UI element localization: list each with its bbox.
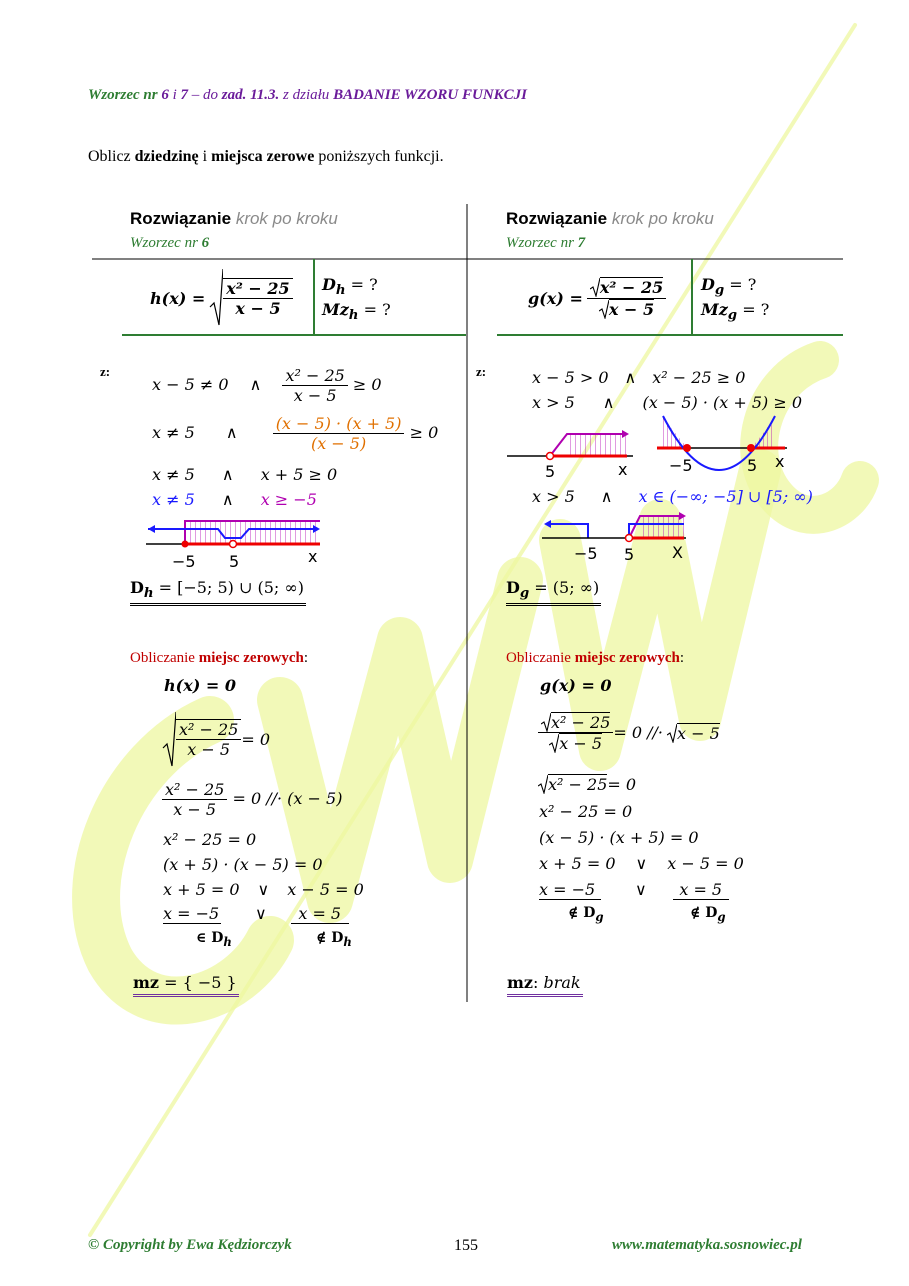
right-g2-point-5 — [747, 444, 755, 452]
right-z1 — [538, 712, 720, 753]
left-domain-label: D — [130, 578, 144, 597]
right-fn-sqrt-den-icon — [599, 299, 609, 319]
right-z2 — [538, 774, 636, 794]
right-z1r: = 0 //· — [613, 723, 663, 743]
left-tick-5: 5 — [229, 552, 240, 571]
left-z6a: x = −5 — [163, 904, 220, 923]
right-g2-x: x — [775, 452, 785, 471]
task-domain: dziedzinę — [134, 148, 199, 165]
right-line-2 — [532, 393, 802, 412]
right-z7c — [690, 905, 726, 924]
left-z0: h(x) = 0 — [164, 676, 236, 695]
right-pattern-label: Wzorzec nr — [506, 235, 578, 251]
right-z5b: ∨ — [635, 854, 648, 873]
left-mz — [322, 300, 391, 323]
footer-page-number: 155 — [454, 1237, 478, 1254]
left-z1-sqrt-icon — [162, 710, 176, 768]
right-number-line-1 — [505, 428, 645, 480]
right-domain-sub: g — [519, 585, 530, 602]
right-pattern-number: 7 — [577, 235, 586, 251]
left-dh-q: = ? — [345, 275, 378, 294]
left-fn-name: h(x) = — [150, 288, 206, 308]
right-title-sub: krok po kroku — [607, 209, 714, 228]
left-z1num: x² − 25 — [176, 720, 241, 740]
left-z2den: x − 5 — [173, 800, 217, 820]
left-z7c — [316, 930, 352, 949]
right-mz-q: = ? — [737, 300, 770, 319]
right-dg-q: = ? — [724, 275, 757, 294]
right-zeros-a: Obliczanie — [506, 650, 575, 666]
right-l3b: ∧ — [600, 487, 613, 506]
header-pattern-7: 7 — [180, 87, 189, 103]
right-z6b: ∨ — [635, 880, 647, 899]
header-to: – do — [188, 87, 222, 103]
left-mz-q: = ? — [358, 300, 391, 319]
right-mz-res-value: brak — [543, 973, 581, 992]
right-l1c: x² − 25 ≥ 0 — [652, 368, 746, 387]
left-title — [130, 209, 338, 229]
right-g1-tick-5: 5 — [545, 462, 556, 480]
left-domain-sub: h — [143, 585, 154, 602]
left-zeros-a: Obliczanie — [130, 650, 199, 666]
left-l2a: x ≠ 5 — [152, 423, 195, 443]
left-zeros-b: miejsc zerowych — [198, 650, 304, 666]
right-fn-num: x² − 25 — [599, 278, 664, 298]
left-pattern — [130, 235, 209, 252]
left-mz-result — [133, 973, 239, 997]
left-zeros-heading — [130, 650, 308, 667]
right-z-label: z: — [476, 364, 487, 379]
left-domain — [130, 578, 306, 606]
left-z5c: x − 5 = 0 — [287, 880, 364, 899]
right-z4: (x − 5) · (x + 5) = 0 — [539, 828, 699, 847]
header-and: i — [168, 87, 181, 103]
left-line-3 — [152, 465, 337, 484]
right-z5c: x − 5 = 0 — [667, 854, 744, 873]
left-domain-value: = [−5; 5) ∪ (5; ∞) — [153, 578, 304, 597]
left-point-m5 — [182, 541, 189, 548]
left-line-2 — [152, 414, 438, 453]
header-section-prefix: z działu — [279, 87, 334, 103]
left-l3b: ∧ — [221, 465, 234, 484]
left-z7c-text: ∉ D — [316, 930, 344, 946]
left-pattern-label: Wzorzec nr — [130, 235, 202, 251]
right-domain-value: = (5; ∞) — [529, 578, 600, 597]
right-g3-point-5 — [626, 535, 633, 542]
left-mz-res-value: = { −5 } — [159, 973, 237, 992]
left-z2num: x² − 25 — [162, 780, 227, 800]
right-g1-x: x — [618, 460, 628, 479]
left-z1r: = 0 — [241, 729, 271, 749]
right-z7a-sub: g — [595, 909, 604, 924]
header-pattern-label: Wzorzec nr — [88, 87, 162, 103]
sqrt-icon — [209, 267, 223, 329]
header-section: BADANIE WZORU FUNKCJI — [333, 87, 528, 103]
right-title-main: Rozwiązanie — [506, 209, 608, 228]
right-l1a: x − 5 > 0 — [532, 368, 609, 387]
left-z7c-sub: h — [343, 934, 352, 949]
right-z5 — [539, 854, 744, 873]
left-function — [150, 265, 293, 331]
left-z7a — [196, 930, 232, 949]
left-hatch — [185, 521, 320, 544]
right-z7a-text: ∉ D — [568, 905, 596, 921]
left-axis-x: x — [308, 547, 318, 566]
left-zeros-c: : — [303, 650, 308, 666]
left-z5 — [163, 880, 364, 899]
left-fn-num: x² − 25 — [223, 279, 292, 299]
right-domain — [506, 578, 601, 606]
left-l2b: ∧ — [225, 423, 238, 443]
right-z1-sqrt-icon — [667, 723, 677, 743]
left-l2c: ≥ 0 — [409, 423, 439, 443]
right-l2c: (x − 5) · (x + 5) ≥ 0 — [642, 393, 803, 412]
header-task: zad. 11.3. — [221, 87, 280, 103]
left-l1num: x² − 25 — [282, 366, 347, 386]
right-mz — [701, 300, 769, 323]
left-l2den: (x − 5) — [310, 434, 367, 454]
right-l3c: x ∈ (−∞; −5] ∪ [5; ∞) — [638, 487, 813, 506]
right-line-1 — [532, 368, 745, 387]
right-zeros-b: miejsc zerowych — [574, 650, 680, 666]
left-number-line — [140, 512, 340, 572]
right-z7c-sub: g — [717, 909, 726, 924]
right-z1-sqrt-den-icon — [549, 733, 559, 753]
footer-site-link[interactable]: www.matematyka.sosnowiec.pl — [612, 1237, 802, 1253]
right-z2-sqrt-icon — [538, 774, 548, 794]
left-dh — [322, 275, 378, 298]
right-z2r: = 0 — [607, 774, 637, 794]
right-function — [528, 266, 666, 330]
left-z7a-sub: h — [223, 934, 232, 949]
right-z1-sqrt-num-icon — [541, 712, 551, 732]
left-l4a: x ≠ 5 — [152, 490, 195, 509]
right-l2b: ∧ — [602, 393, 615, 412]
right-mz-res-sep: : — [533, 973, 544, 992]
right-domain-label: D — [506, 578, 520, 597]
right-pattern — [506, 235, 585, 252]
left-l1den: x − 5 — [293, 386, 337, 406]
left-fn-den: x − 5 — [235, 299, 281, 318]
task-zeros: miejsca zerowe — [211, 148, 315, 165]
right-g2-tick-5: 5 — [747, 456, 758, 475]
right-fn-sqrt-num-icon — [590, 277, 600, 297]
right-z3: x² − 25 = 0 — [539, 802, 633, 821]
left-l1c: ≥ 0 — [352, 375, 382, 395]
right-mz-result — [507, 973, 583, 997]
task-t1: Oblicz — [88, 148, 135, 165]
right-parabola — [655, 414, 795, 476]
left-mz-res-label: mz — [133, 973, 160, 992]
right-mz-res-label: mz — [507, 973, 534, 992]
left-point-5 — [230, 541, 237, 548]
right-zeros-c: : — [679, 650, 684, 666]
right-z7a — [568, 905, 604, 924]
left-mz-label: Mz — [322, 300, 349, 319]
right-zeros-heading — [506, 650, 684, 667]
left-dh-label: D — [322, 275, 336, 294]
right-l1b: ∧ — [624, 368, 637, 387]
right-g3-x: X — [672, 543, 683, 562]
left-z7a-text: ∈ D — [196, 930, 224, 946]
right-z1den: x − 5 — [559, 734, 603, 754]
header-pattern-6: 6 — [161, 87, 169, 103]
left-mz-sub: h — [348, 307, 359, 324]
left-title-main: Rozwiązanie — [130, 209, 232, 228]
right-g3-tick-5: 5 — [624, 545, 635, 564]
right-g1-point-5 — [547, 453, 554, 460]
left-l1a: x − 5 ≠ 0 — [152, 375, 229, 395]
left-z1 — [162, 710, 270, 768]
right-z1num: x² − 25 — [551, 713, 611, 732]
right-z6 — [539, 880, 729, 900]
right-number-line-3 — [538, 510, 698, 565]
left-line-1 — [152, 366, 382, 405]
right-l2a: x > 5 — [532, 393, 575, 412]
left-z-label: z: — [100, 364, 111, 379]
left-l4c: x ≥ −5 — [260, 490, 317, 509]
right-g2-point-m5 — [683, 444, 691, 452]
right-l3a: x > 5 — [532, 487, 575, 506]
right-line-3 — [532, 487, 813, 506]
right-dg-label: D — [701, 275, 715, 294]
right-g3-tick-m5: −5 — [574, 544, 598, 563]
task-t5: poniższych funkcji. — [314, 148, 444, 165]
left-title-sub: krok po kroku — [231, 209, 338, 228]
left-z3: x² − 25 = 0 — [163, 830, 257, 849]
right-title — [506, 209, 714, 229]
footer-copyright: © Copyright by Ewa Kędziorczyk — [88, 1237, 292, 1253]
left-z2r: = 0 //· (x − 5) — [227, 789, 343, 809]
right-mz-sub: g — [727, 307, 738, 324]
right-z6a: x = −5 — [539, 880, 601, 900]
left-z2 — [162, 780, 342, 819]
left-l2num: (x − 5) · (x + 5) — [273, 414, 405, 434]
right-fn-name: g(x) = — [528, 288, 583, 308]
left-dh-sub: h — [335, 282, 346, 299]
right-z5a: x + 5 = 0 — [539, 854, 616, 873]
right-g2-tick-m5: −5 — [669, 456, 693, 475]
left-l3c: x + 5 ≥ 0 — [260, 465, 338, 484]
left-z4: (x + 5) · (x − 5) = 0 — [163, 855, 323, 874]
left-l3a: x ≠ 5 — [152, 465, 195, 484]
left-tick-m5: −5 — [172, 552, 196, 571]
task-t3: i — [198, 148, 212, 165]
right-dg-sub: g — [714, 282, 725, 299]
right-z7c-text: ∉ D — [690, 905, 718, 921]
right-fn-den: x − 5 — [608, 299, 655, 319]
left-z5a: x + 5 = 0 — [163, 880, 240, 899]
left-z6 — [163, 904, 349, 924]
right-z2-expr: x² − 25 — [548, 775, 608, 794]
right-dg — [701, 275, 756, 298]
right-z6c: x = 5 — [673, 880, 729, 900]
right-z1r2: x − 5 — [677, 723, 720, 743]
left-pattern-number: 6 — [201, 235, 210, 251]
left-z6b: ∨ — [255, 904, 267, 923]
left-z6c: x = 5 — [291, 904, 349, 924]
left-line-4 — [152, 490, 317, 509]
right-z0: g(x) = 0 — [540, 676, 612, 695]
left-l4b: ∧ — [221, 490, 234, 509]
left-l1b: ∧ — [249, 375, 262, 395]
left-z5b: ∨ — [257, 880, 270, 899]
left-z1den: x − 5 — [187, 740, 231, 759]
right-mz-label: Mz — [701, 300, 728, 319]
